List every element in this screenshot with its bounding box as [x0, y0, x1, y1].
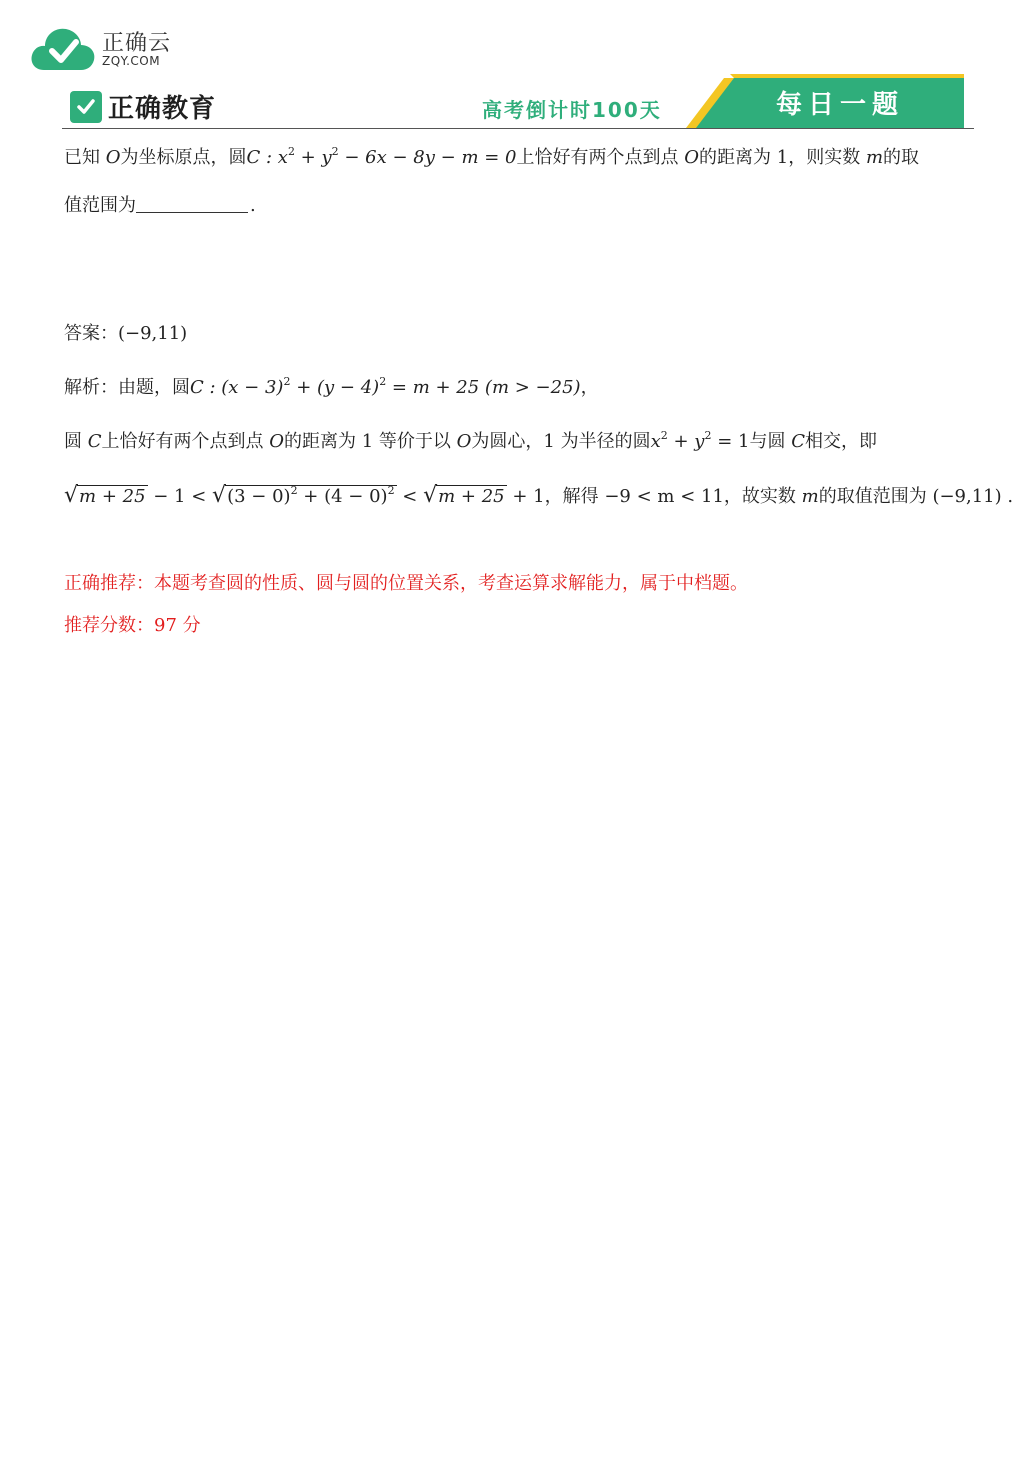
- brand-title: 正确教育: [108, 94, 217, 124]
- answer-line: [64, 322, 187, 346]
- a-eq: <: [396, 486, 418, 507]
- recommend-score: 推荐分数：97 分: [64, 615, 201, 636]
- page-header: [62, 74, 974, 130]
- q-text: 为坐标原点，圆: [120, 147, 247, 168]
- a-var-c: C: [87, 431, 102, 452]
- sqrt-sign: √: [423, 483, 438, 508]
- sqrt-sign: √: [64, 483, 79, 508]
- analysis-line-2: [64, 430, 877, 454]
- a-text: + 1，解得 −9 < m < 11，故实数: [506, 486, 796, 507]
- a-eq: + (y − 4): [290, 377, 380, 398]
- answer-label: 答案：: [64, 323, 118, 344]
- a-eq: + y: [667, 431, 705, 452]
- question-line-1: [64, 146, 919, 170]
- answer-blank: [136, 194, 248, 213]
- question-line-2: 值范围为 .: [64, 195, 256, 216]
- q-var-o: O: [105, 147, 121, 168]
- check-icon: [70, 91, 102, 123]
- a-sup: 2: [704, 429, 712, 442]
- a-text: 相交，即: [804, 431, 877, 452]
- q-eq: : x: [260, 147, 288, 168]
- q-sup: 2: [331, 145, 339, 158]
- cloud-check-icon: [30, 24, 96, 74]
- a-eq: = m + 25 (m > −25): [386, 377, 581, 398]
- a-text: 上恰好有两个点到点: [101, 431, 264, 452]
- banner-title: 每日一题: [776, 90, 905, 120]
- sqrt-content: m + 25: [79, 486, 146, 507]
- q-var-o: O: [684, 147, 700, 168]
- a-sup: 2: [387, 484, 395, 497]
- q-text: 的距离为 1，则实数: [699, 147, 861, 168]
- a-eq: (3 − 0): [227, 486, 291, 507]
- a-sup: 2: [379, 375, 387, 388]
- a-text: ，: [580, 377, 599, 398]
- logo-name: 正确云: [102, 31, 172, 56]
- a-eq: = 1: [711, 431, 750, 452]
- logo-domain: ZQY.COM: [102, 54, 161, 68]
- analysis-line-3: [64, 484, 1013, 509]
- a-eq: + (4 − 0): [297, 486, 388, 507]
- analysis-line-1: [64, 376, 599, 400]
- q-sup: 2: [287, 145, 295, 158]
- sqrt-content: [225, 485, 396, 507]
- zqy-logo: [30, 22, 190, 74]
- a-text: 为圆心，1 为半径的圆: [471, 431, 651, 452]
- a-var-c: C: [791, 431, 805, 452]
- brand: [70, 88, 216, 125]
- a-text: 与圆: [749, 431, 786, 452]
- recommend-text: 正确推荐：本题考查圆的性质、圆与圆的位置关系，考查运算求解能力，属于中档题。: [64, 573, 748, 594]
- q-text: 上恰好有两个点到点: [516, 147, 679, 168]
- a-sup: 2: [290, 484, 298, 497]
- q-eq: + y: [294, 147, 332, 168]
- a-eq: x: [650, 431, 661, 452]
- header-rule: [62, 128, 974, 129]
- a-text: 圆: [64, 431, 82, 452]
- a-var-o: O: [269, 431, 285, 452]
- a-var-m: m: [801, 486, 819, 507]
- q-var-m: m: [865, 147, 884, 168]
- a-text: 的取值范围为 (−9,11) .: [818, 486, 1014, 507]
- a-text: 解析：由题，圆: [64, 377, 190, 398]
- q-eq: − 6x − 8y − m = 0: [338, 147, 517, 168]
- a-eq: − 1 <: [147, 486, 207, 507]
- a-text: 的距离为 1 等价于以: [284, 431, 451, 452]
- a-var-o: O: [456, 431, 472, 452]
- a-sup: 2: [283, 375, 291, 388]
- countdown-label: 高考倒计时100天: [482, 98, 662, 122]
- q-text: 的取: [883, 147, 920, 168]
- a-eq: C : (x − 3): [190, 377, 284, 398]
- q-text: 值范围为: [64, 195, 136, 216]
- a-sup: 2: [660, 429, 668, 442]
- sqrt-content: m + 25: [438, 486, 505, 507]
- answer-value: (−9,11): [118, 323, 188, 344]
- q-var-c: C: [246, 147, 261, 168]
- q-text: 已知: [64, 147, 100, 168]
- sqrt-sign: √: [212, 483, 227, 508]
